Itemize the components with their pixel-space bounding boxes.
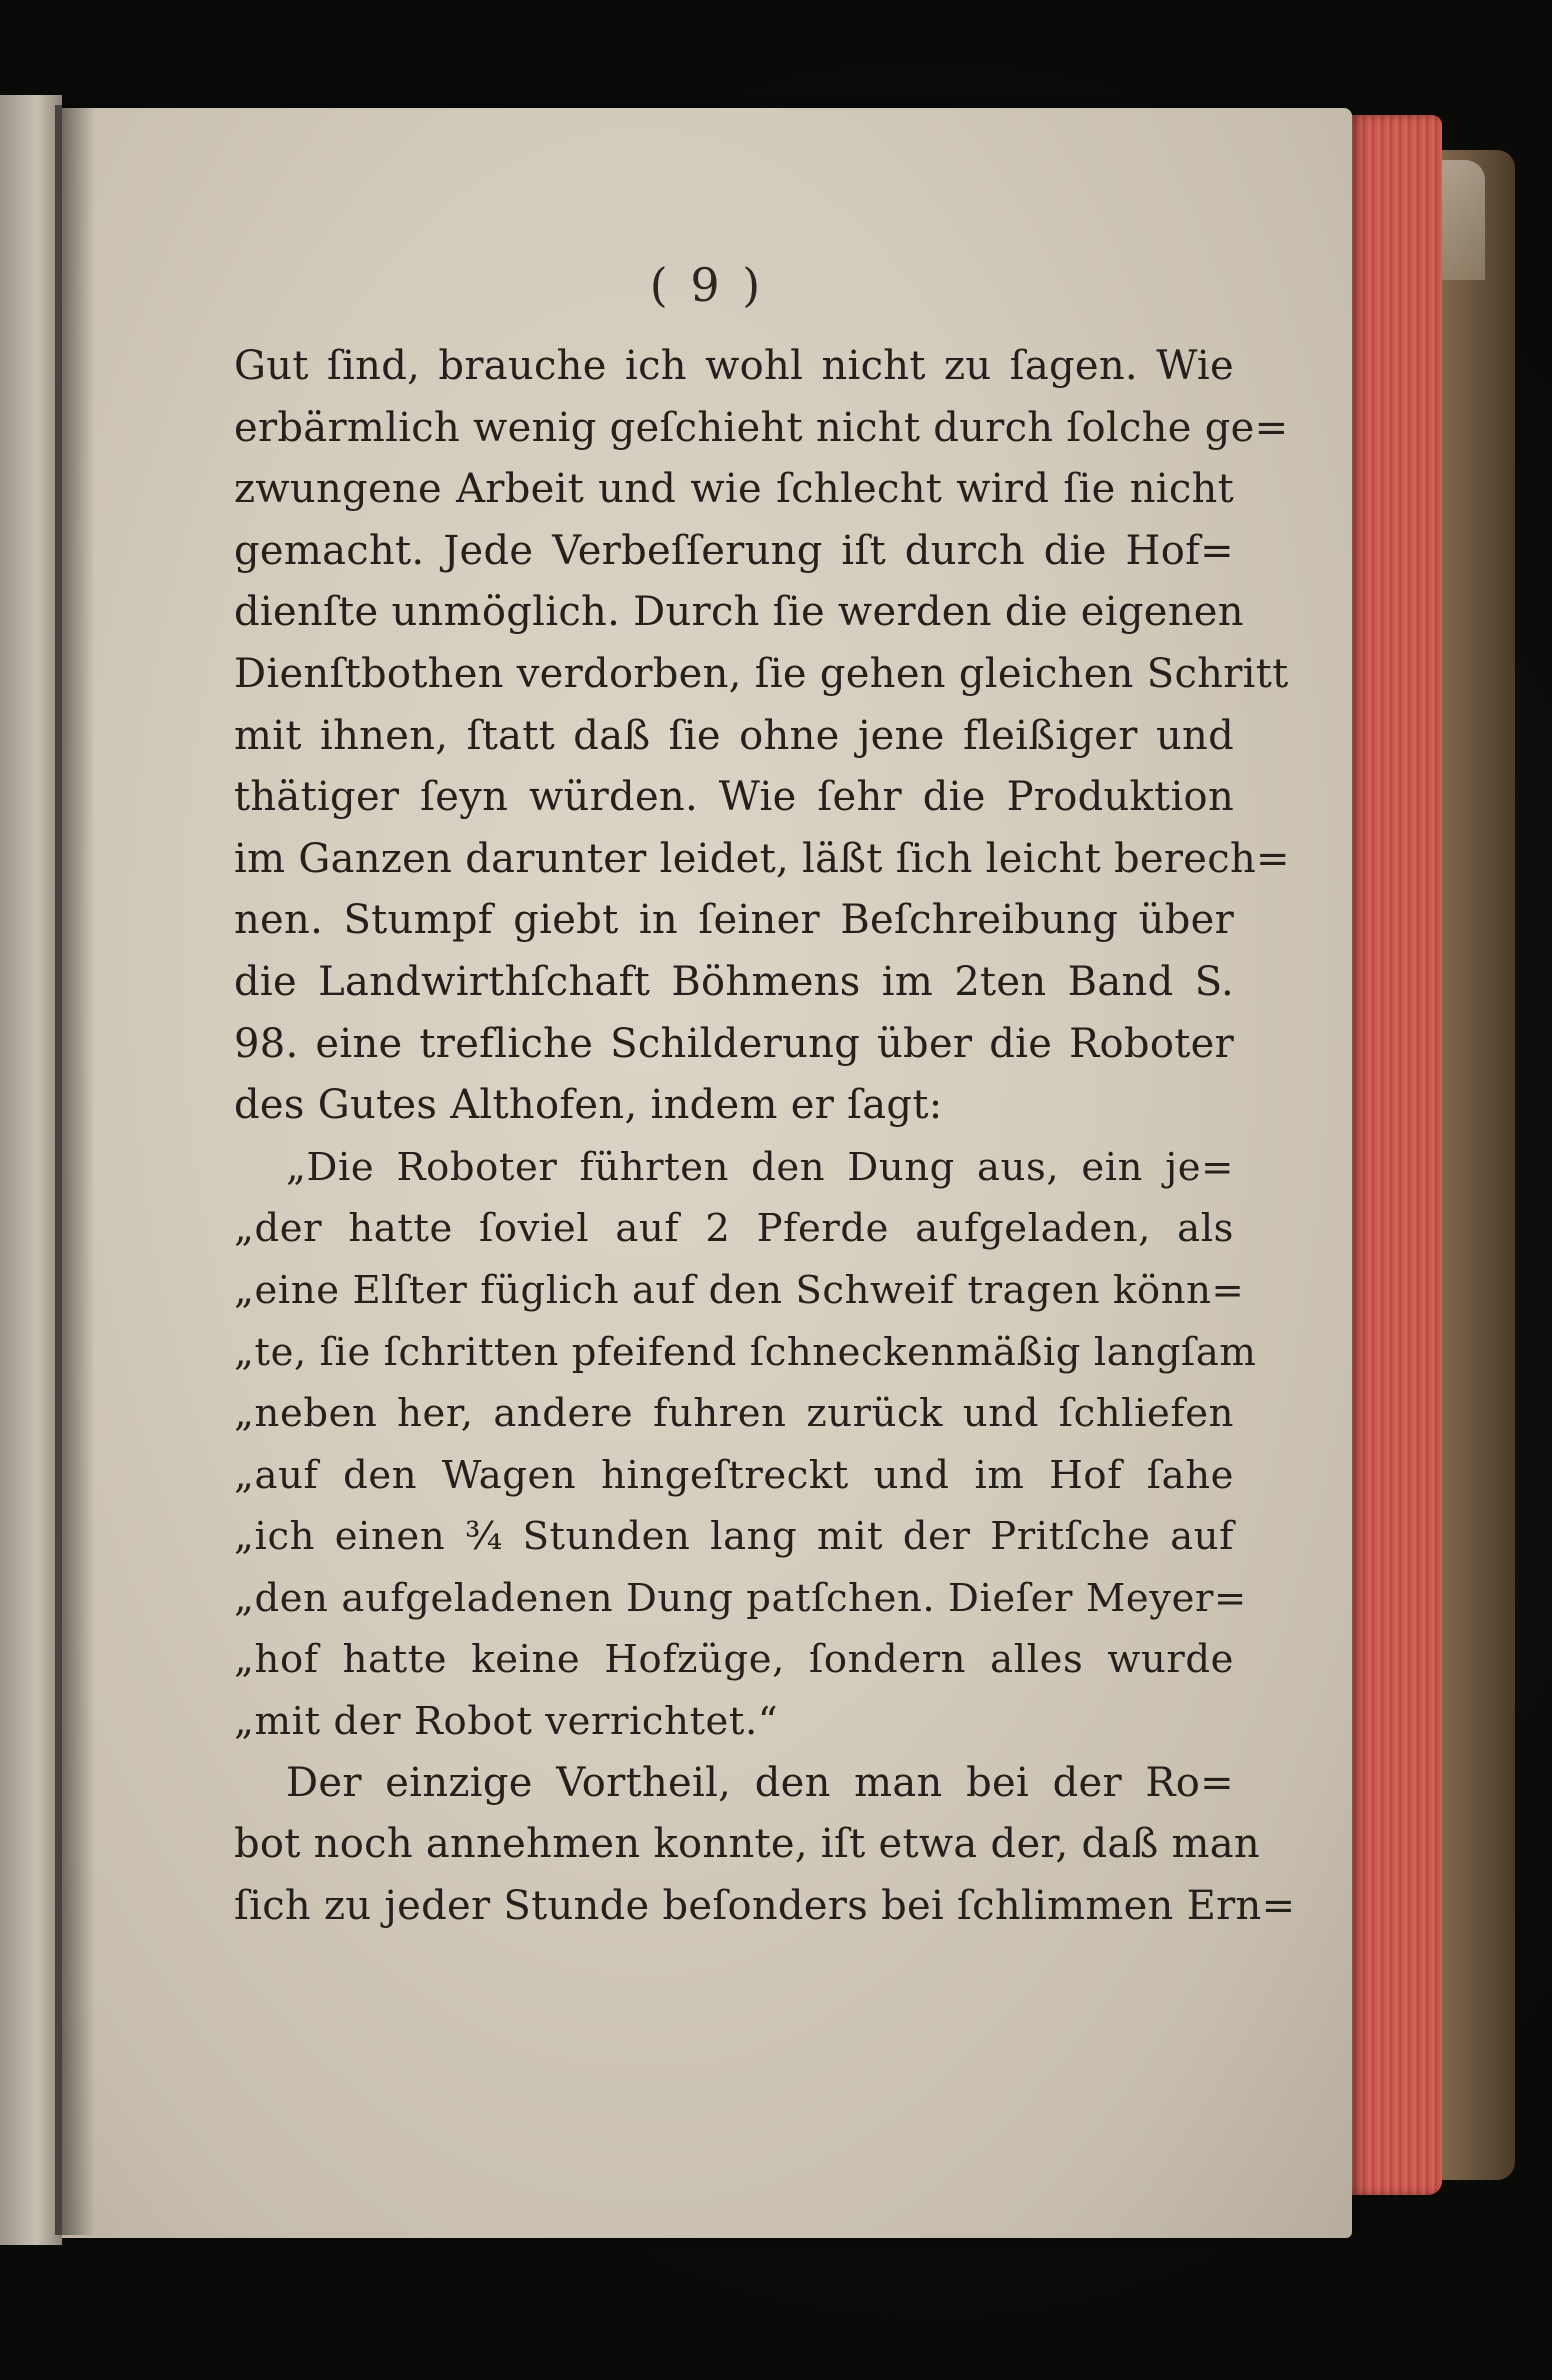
page-text [234, 336, 1296, 1937]
text-line: erbärmlich wenig geſchieht nicht durch ſolche ge= [234, 404, 1289, 451]
quote-line: „ich einen ¾ Stunden lang mit der Pritſche auf [234, 1514, 1234, 1560]
quote-line: „neben her, andere fuhren zurück und ſchliefen [234, 1391, 1234, 1437]
text-line: gemacht. Jede Verbeſſerung iſt durch die Hof= [234, 527, 1234, 574]
text-line: thätiger ſeyn würden. Wie ſehr die Produktion [234, 774, 1234, 821]
text-line: die Landwirthſchaft Böhmens im 2ten Band S. [234, 958, 1234, 1005]
quote-line: „den aufgeladenen Dung patſchen. Dieſer Meyer= [234, 1575, 1247, 1621]
text-line: Gut ſind, brauche ich wohl nicht zu ſagen. Wie [234, 343, 1234, 389]
quote-line: „te, ſie ſchritten pfeifend ſchneckenmäßig langſam [234, 1329, 1257, 1375]
text-line: im Ganzen darunter leidet, läßt ſich leicht berech= [234, 835, 1290, 882]
text-line: ſich zu jeder Stunde beſonders bei ſchlimmen Ern= [234, 1882, 1296, 1929]
page-number: ( 9 ) [649, 258, 765, 312]
text-line: zwungene Arbeit und wie ſchlecht wird ſie nicht [234, 466, 1234, 513]
quote-line: „auf den Wagen hingeſtreckt und im Hof ſahe [234, 1452, 1234, 1498]
text-line: 98. eine trefliche Schilderung über die Roboter [234, 1020, 1234, 1067]
text-line: dienſte unmöglich. Durch ſie werden die eigenen [234, 589, 1244, 636]
text-line: mit ihnen, ſtatt daß ſie ohne jene fleißiger und [234, 712, 1234, 759]
left-facing-page [0, 95, 62, 2245]
text-line: des Gutes Althofen, indem er ſagt: [234, 1082, 943, 1129]
quote-line: „eine Elſter füglich auf den Schweif tragen könn= [234, 1267, 1245, 1313]
quote-line: „mit der Robot verrichtet.“ [234, 1699, 779, 1745]
quote-line: „hof hatte keine Hofzüge, ſondern alles wurde [234, 1637, 1234, 1683]
quote-line: „der hatte ſoviel auf 2 Pferde aufgeladen, als [234, 1206, 1234, 1252]
text-line: Der einzige Vortheil, den man bei der Ro= [286, 1759, 1234, 1806]
text-line: Dienſtbothen verdorben, ſie gehen gleichen Schritt [234, 650, 1289, 697]
text-line: nen. Stumpf giebt in ſeiner Beſchreibung über [234, 897, 1234, 944]
quote-line: „Die Roboter führten den Dung aus, ein je= [286, 1144, 1234, 1190]
book-page [62, 108, 1352, 2238]
text-line: bot noch annehmen konnte, iſt etwa der, daß man [234, 1821, 1260, 1868]
book-gutter-shadow [55, 105, 95, 2235]
